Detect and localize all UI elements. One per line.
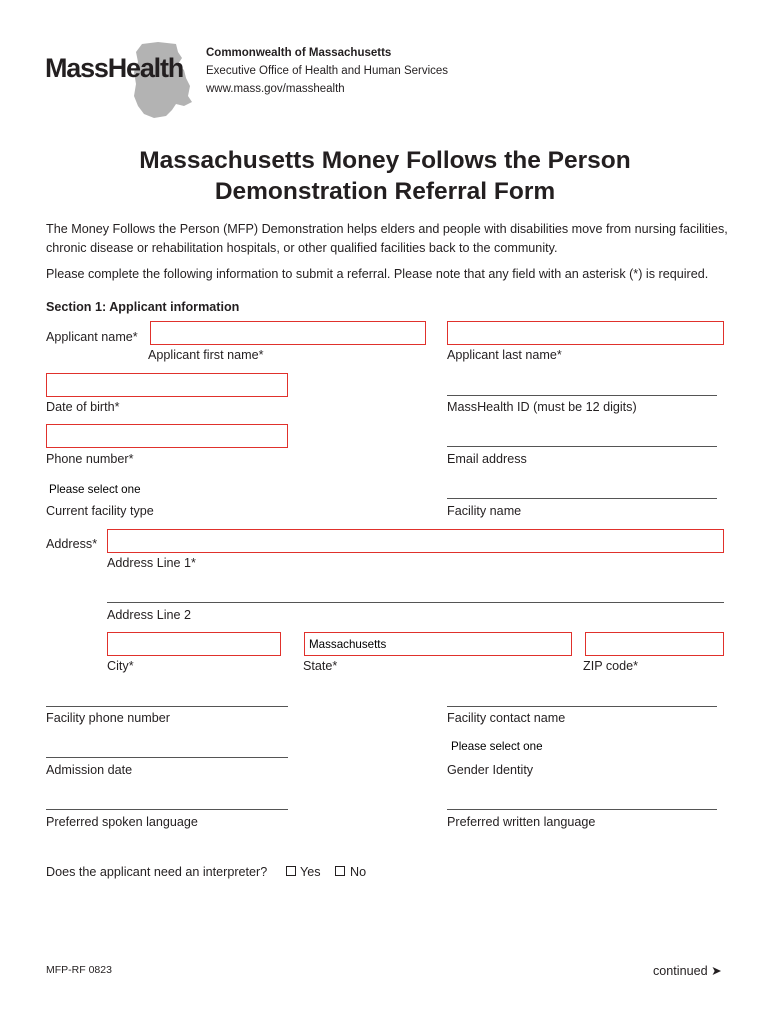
agency-name: Commonwealth of Massachusetts [206,47,392,59]
address-line2-label: Address Line 2 [107,608,192,622]
agency-info [206,44,448,98]
address-line2-line[interactable] [107,602,724,603]
email-label: Email address [447,452,527,466]
continued-label: continued ➤ [653,964,722,978]
facility-name-line[interactable] [447,498,717,499]
state-value: Massachusetts [309,638,387,651]
facility-phone-label: Facility phone number [46,711,170,725]
spoken-language-label: Preferred spoken language [46,815,198,829]
applicant-first-name-input[interactable] [150,321,426,345]
form-title-line2: Demonstration Referral Form [214,178,556,205]
written-language-line[interactable] [447,809,717,810]
zip-label: ZIP code* [583,659,639,673]
email-line[interactable] [447,446,717,447]
form-title [0,145,770,207]
instructions-text: Please complete the following information to submit a referral. Please note that any field with an asterisk (*) is required. [46,267,709,281]
facility-type-select[interactable]: Please select one [49,483,141,496]
last-name-label: Applicant last name* [447,348,562,362]
address-label: Address* [46,537,98,551]
masshealth-logo: MassHealth [45,53,184,83]
address-line1-label: Address Line 1* [107,556,196,570]
form-code: MFP-RF 0823 [46,964,112,976]
written-language-label: Preferred written language [447,815,596,829]
masshealth-id-line[interactable] [447,395,717,396]
admission-date-line[interactable] [46,757,288,758]
first-name-label: Applicant first name* [148,348,264,362]
state-label: State* [303,659,338,673]
address-line1-input[interactable] [107,529,724,553]
interpreter-no-checkbox[interactable] [335,866,345,876]
section-title: Section 1: Applicant information [46,300,240,314]
gender-label: Gender Identity [447,763,534,777]
dob-label: Date of birth* [46,400,120,414]
facility-contact-label: Facility contact name [447,711,566,725]
phone-label: Phone number* [46,452,134,466]
yes-label: Yes [300,865,321,879]
state-field[interactable] [304,632,572,656]
facility-contact-line[interactable] [447,706,717,707]
spoken-language-line[interactable] [46,809,288,810]
gender-select[interactable]: Please select one [451,740,543,753]
facility-phone-line[interactable] [46,706,288,707]
facility-name-label: Facility name [447,504,522,518]
city-label: City* [107,659,134,673]
zip-code-input[interactable] [585,632,724,656]
city-input[interactable] [107,632,281,656]
form-title-line1: Massachusetts Money Follows the Person [139,147,631,174]
applicant-last-name-input[interactable] [447,321,724,345]
phone-number-input[interactable] [46,424,288,448]
agency-url[interactable]: www.mass.gov/masshealth [206,83,345,95]
date-of-birth-input[interactable] [46,373,288,397]
applicant-name-label: Applicant name* [46,330,138,344]
interpreter-yes-checkbox[interactable] [286,866,296,876]
agency-office: Executive Office of Health and Human Services [206,65,449,77]
no-label: No [350,865,367,879]
intro-text: The Money Follows the Person (MFP) Demonstration helps elders and people with disabilities move from nursing facilities, chronic disease or rehabilitation hospitals, or other qualified facilities back to the community. [46,222,728,255]
masshealth-id-label: MassHealth ID (must be 12 digits) [447,400,637,414]
facility-type-label: Current facility type [46,504,154,518]
interpreter-question: Does the applicant need an interpreter? [46,865,268,879]
admission-date-label: Admission date [46,763,133,777]
